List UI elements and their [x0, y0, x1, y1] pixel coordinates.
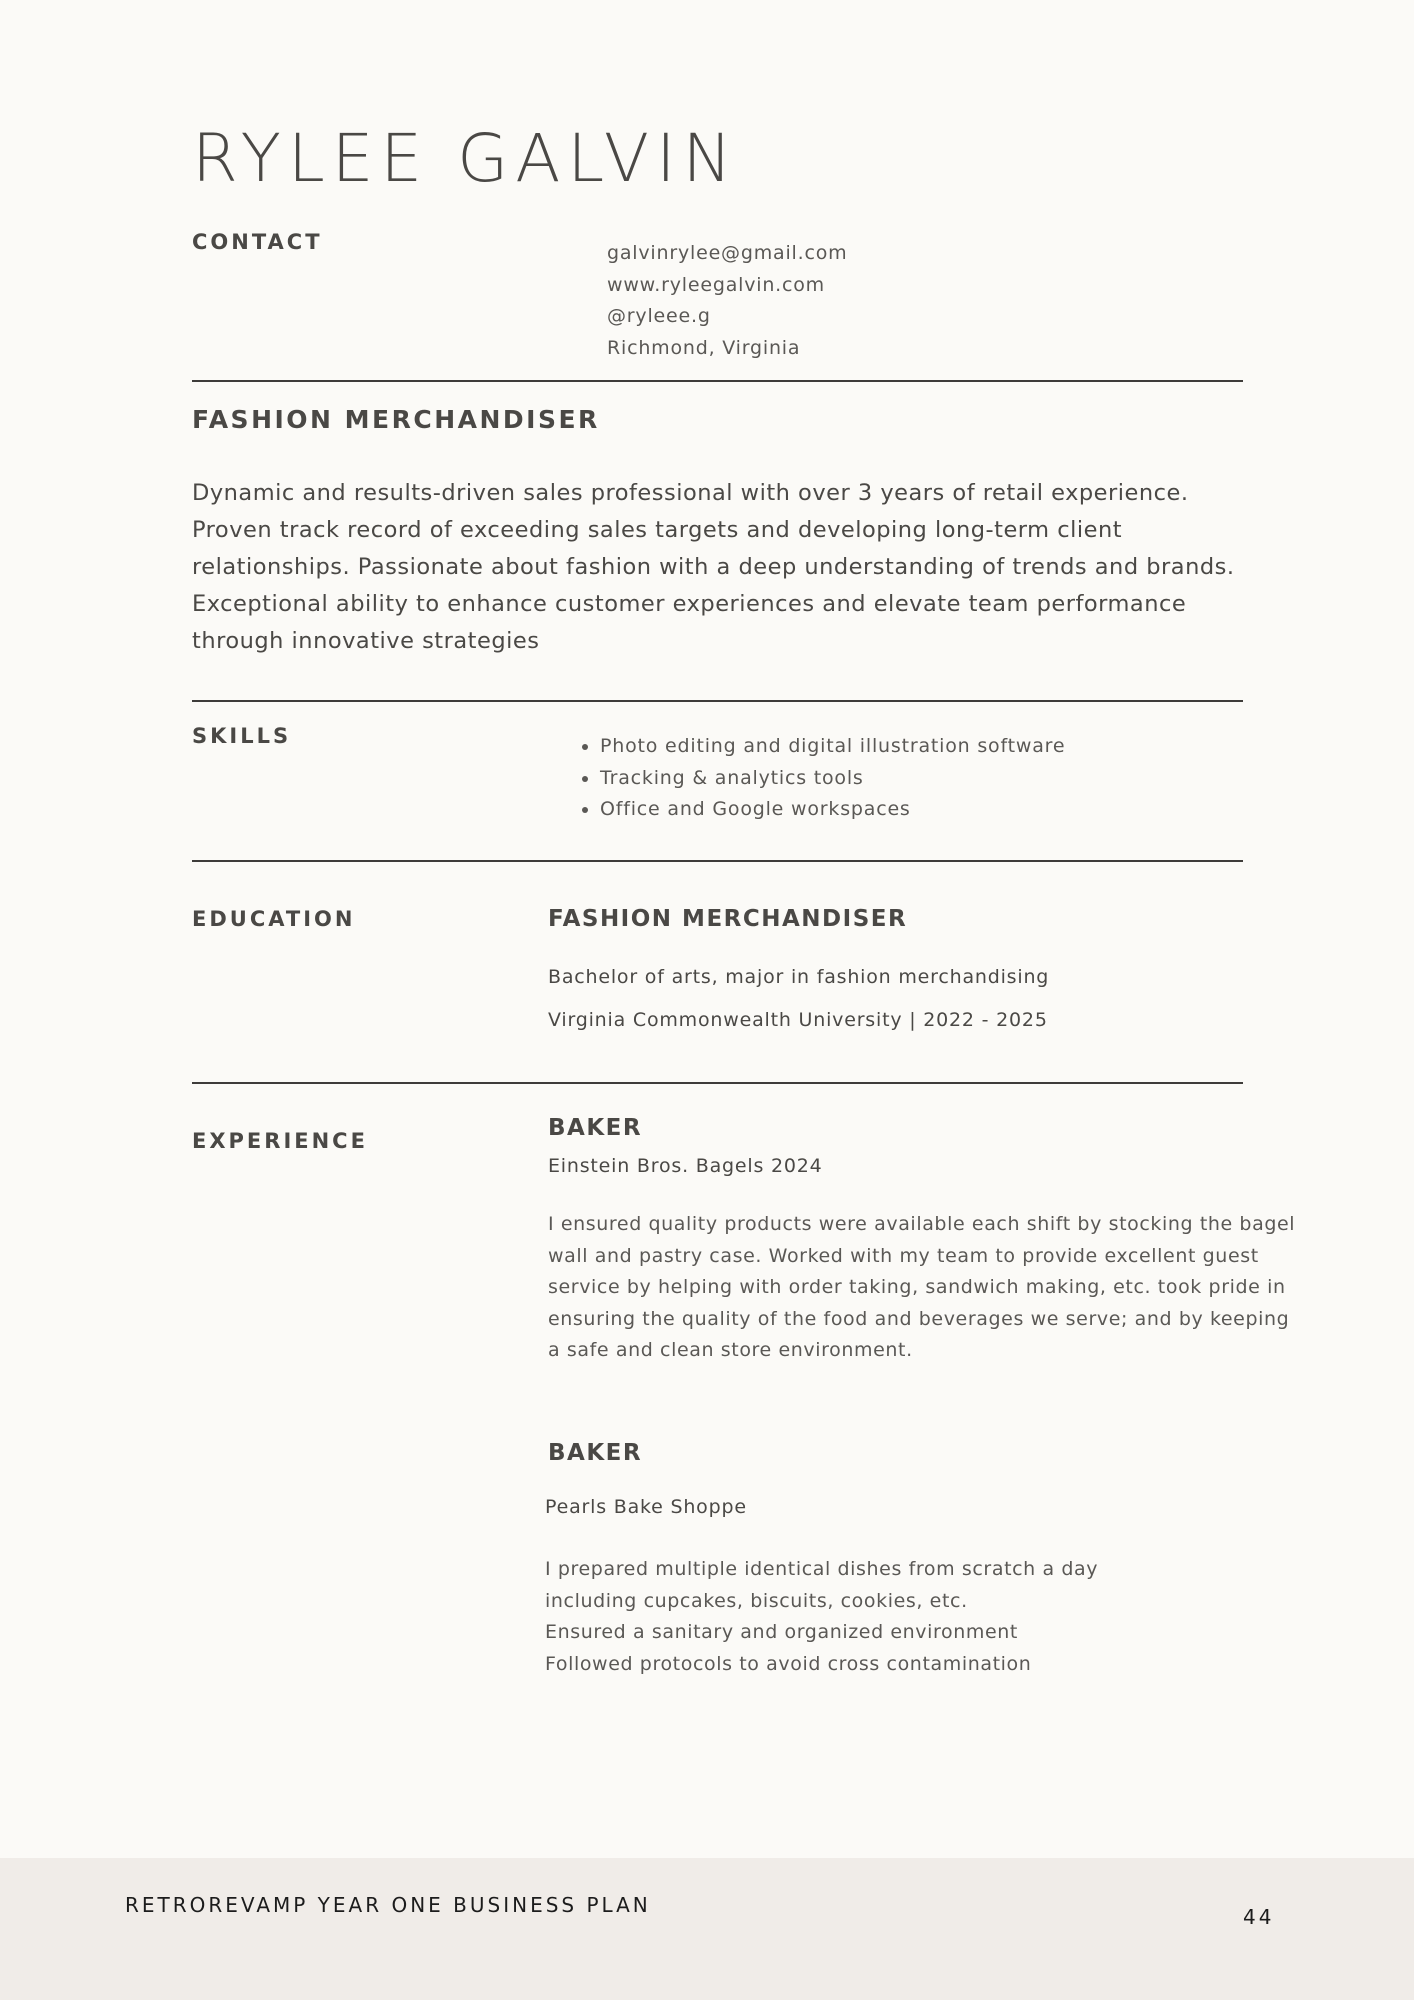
skills-list	[572, 731, 1065, 826]
page-footer	[0, 1858, 1414, 2000]
skill-item: • Office and Google workspaces	[600, 794, 1065, 826]
resume-name: RYLEE GALVIN	[192, 120, 739, 197]
job-employer: Pearls Bake Shoppe	[545, 1496, 747, 1518]
page-number: 44	[1243, 1905, 1275, 1929]
divider	[192, 860, 1243, 862]
job-description-line: Followed protocols to avoid cross contamination	[545, 1652, 1032, 1675]
job-title: BAKER	[548, 1115, 643, 1141]
skills-label: SKILLS	[192, 724, 292, 748]
contact-label: CONTACT	[192, 230, 323, 254]
contact-website: www.ryleegalvin.com	[607, 273, 825, 296]
experience-label: EXPERIENCE	[192, 1129, 368, 1153]
contact-email: galvinrylee@gmail.com	[607, 242, 848, 264]
education-degree: Bachelor of arts, major in fashion merchandising	[548, 966, 1050, 988]
job-description-line: including cupcakes, biscuits, cookies, etc.	[545, 1589, 968, 1612]
job-description	[545, 1554, 1098, 1680]
profile-title: FASHION MERCHANDISER	[192, 405, 600, 434]
contact-location: Richmond, Virginia	[607, 336, 801, 359]
job-description-line: I prepared multiple identical dishes from scratch a day	[545, 1558, 1099, 1580]
footer-title: RETROREVAMP YEAR ONE BUSINESS PLAN	[125, 1893, 651, 1917]
contact-list	[607, 238, 847, 364]
profile-summary: Dynamic and results-driven sales professional with over 3 years of retail experience. Proven track record of exceeding sales targets and developing long-term client relationships. Passionate about fashion with a deep understanding of trends and brands. Exceptional ability to enhance customer experiences and elevate team performance through innovative strategies	[192, 480, 1235, 654]
education-school: Virginia Commonwealth University | 2022 - 2025	[548, 1009, 1048, 1031]
contact-handle: @ryleee.g	[607, 305, 711, 327]
skill-item: • Tracking & analytics tools	[600, 763, 1065, 795]
job-description-line: Ensured a sanitary and organized environment	[545, 1621, 1018, 1643]
divider	[192, 700, 1243, 702]
education-label: EDUCATION	[192, 907, 356, 931]
job-description: I ensured quality products were available each shift by stocking the bagel wall and pastry case. Worked with my team to provide excellent guest service by helping with order taking, sandwich making, etc. took pride in ensuring the quality of the food and beverages we serve; and by keeping a safe and clean store environment.	[548, 1213, 1296, 1361]
divider	[192, 1082, 1243, 1084]
skill-item: • Photo editing and digital illustration software	[600, 731, 1065, 763]
job-title: BAKER	[548, 1440, 643, 1466]
education-title: FASHION MERCHANDISER	[548, 906, 908, 932]
job-employer: Einstein Bros. Bagels 2024	[548, 1155, 823, 1177]
divider	[192, 380, 1243, 382]
